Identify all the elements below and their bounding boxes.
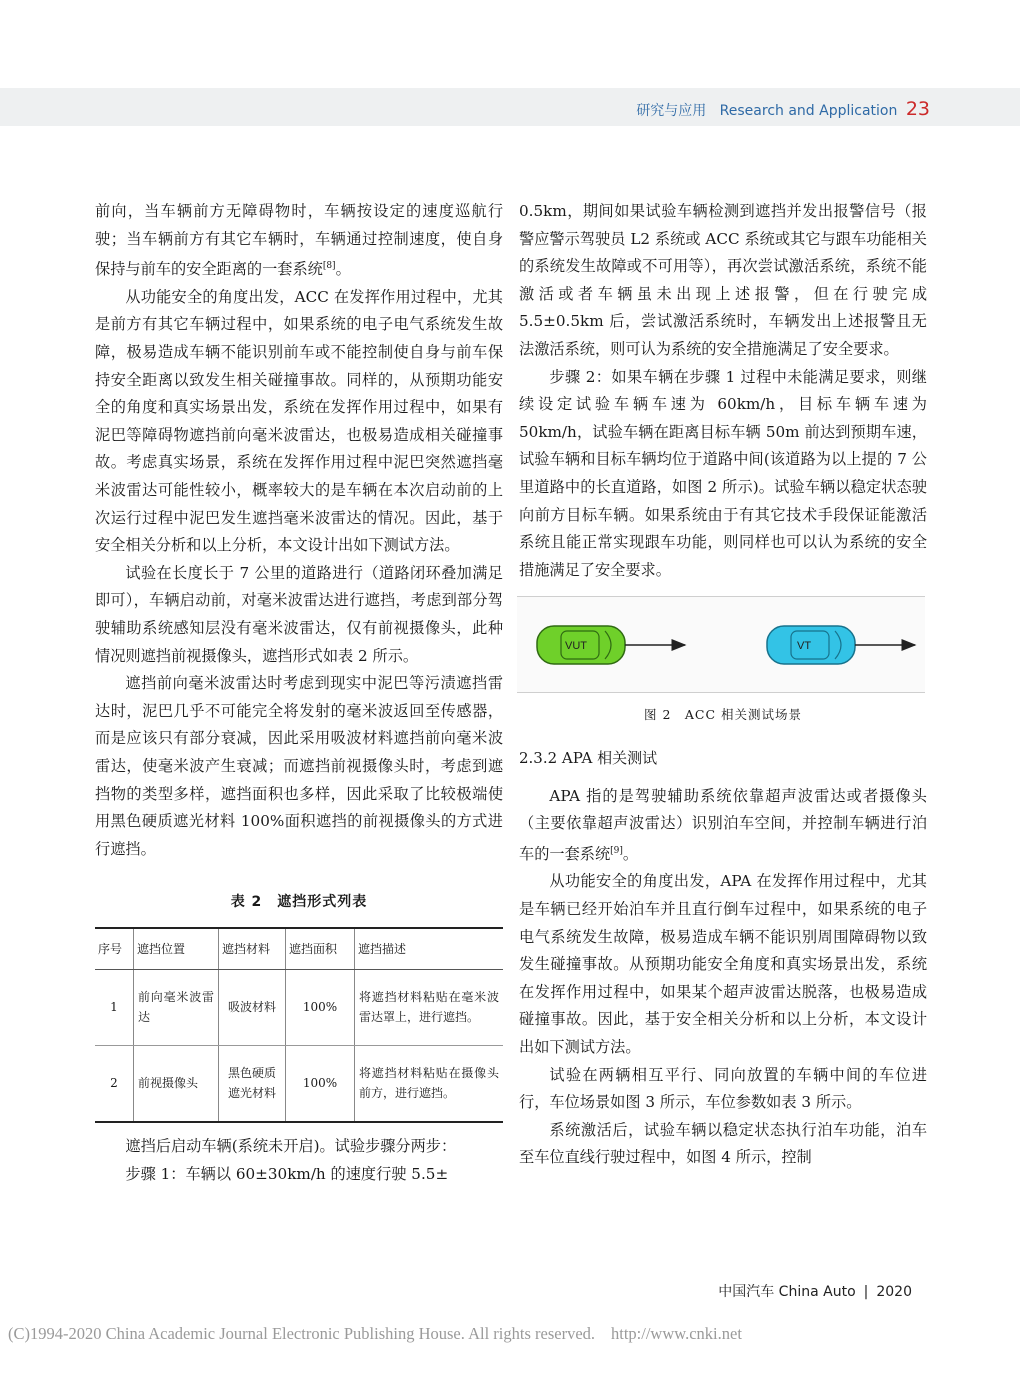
paragraph: APA 指的是驾驶辅助系统依靠超声波雷达或者摄像头（主要依靠超声波雷达）识别泊车空间，并控制车辆进行泊车的一套系统[9]。 [519,786,927,863]
cnki-link[interactable]: http://www.cnki.net [611,1324,742,1343]
table-cell: 吸波材料 [219,969,286,1045]
subsection-heading: 2.3.2 APA 相关测试 [519,748,658,767]
vt-car-icon [767,626,855,664]
table-cell: 将遮挡材料粘贴在摄像头前方，进行遮挡。 [355,1045,504,1122]
copyright-text: (C)1994-2020 China Academic Journal Electronic Publishing House. All rights reserved. [8,1324,596,1343]
occlusion-table [95,927,503,1123]
table-header: 遮挡描述 [355,928,504,970]
paragraph: 遮挡后启动车辆(系统未开启)。试验步骤分两步： [125,1136,457,1155]
vt-label: VT [797,640,812,653]
paragraph: 步骤 1：车辆以 60±30km/h 的速度行驶 5.5± [125,1164,449,1183]
footer-separator: | [863,1284,869,1300]
table-header: 遮挡位置 [134,928,219,970]
table-header: 遮挡材料 [219,928,286,970]
paragraph: 试验在两辆相互平行、同向放置的车辆中间的车位进行，车位场景如图 3 所示，车位参数如表 3 所示。 [519,1065,927,1112]
running-head [636,98,930,120]
right-column [519,198,927,1172]
paragraph: 试验在长度长于 7 公里的道路进行（道路闭环叠加满足即可），车辆启动前，对毫米波雷达进行遮挡，考虑到部分驾驶辅助系统感知层没有毫米波雷达，仅有前视摄像头，此种情况则遮挡前视摄像头，遮挡形式如表 2 所示。 [95,563,503,665]
table-cell: 100% [286,1045,355,1122]
table-cell: 100% [286,969,355,1045]
page-footer [718,1281,912,1301]
table-cell: 2 [95,1045,134,1122]
table-header: 遮挡面积 [286,928,355,970]
table-caption: 表 2 遮挡形式列表 [230,894,368,911]
section-title-cn: 研究与应用 [636,103,707,119]
vut-label: VUT [565,640,587,653]
table-header: 序号 [95,928,134,970]
figure-caption: 图 2 ACC 相关测试场景 [643,707,803,723]
table-row [95,1045,503,1122]
paragraph: 步骤 2：如果车辆在步骤 1 过程中未能满足要求，则继续设定试验车辆车速为 60km/h，目标车辆车速为 50km/h，试验车辆在距离目标车辆 50m 前达到预期车速，试验车辆和目标车辆均位于道路中间(该道路为以上提的 7 公里道路中的长直道路，如图 2 所示)。试验车辆以稳定状态驶向前方目标车辆。如果系统由于有其它技术手段保证能激活系统且能正常实现跟车功能，则同样也可以认为系统的安全措施满足了安全要求。 [519,367,927,579]
page-number: 23 [905,98,930,120]
citation-ref: [9] [610,845,623,856]
journal-name: 中国汽车 China Auto [718,1284,856,1300]
paragraph: 0.5km，期间如果试验车辆检测到遮挡并发出报警信号（报警应警示驾驶员 L2 系统或 ACC 系统或其它与跟车功能相关的系统发生故障或不可用等），再次尝试激活系统，系统不能激活或者车辆虽未出现上述报警，但在行驶完成 5.5±0.5km 后，尝试激活系统时，车辆发出上述报警且无法激活系统，则可认为系统的安全措施满足了安全要求。 [519,202,927,358]
section-title-en: Research and Application [719,103,898,119]
table-cell: 前向毫米波雷达 [134,969,219,1045]
journal-year: 2020 [876,1284,912,1300]
left-column [95,198,503,1188]
paragraph: 系统激活后，试验车辆以稳定状态执行泊车功能，泊车至车位直线行驶过程中，如图 4 所示，控制 [519,1120,927,1167]
acc-test-scene-figure [517,596,925,693]
citation-ref: [8] [322,261,336,272]
vut-car-icon [537,626,625,664]
table-row [95,969,503,1045]
road-scene-diagram [517,597,925,692]
table-cell: 黑色硬质遮光材料 [219,1045,286,1122]
copyright-notice [8,1324,1018,1344]
table-cell: 前视摄像头 [134,1045,219,1122]
table-cell: 1 [95,969,134,1045]
paragraph: 遮挡前向毫米波雷达时考虑到现实中泥巴等污渍遮挡雷达时，泥巴几乎不可能完全将发射的毫米波返回至传感器，而是应该只有部分衰减，因此采用吸波材料遮挡前向毫米波雷达，使毫米波产生衰减；而遮挡前视摄像头时，考虑到遮挡物的类型多样，遮挡面积也多样，因此采取了比较极端使用黑色硬质遮光材料 100%面积遮挡的前视摄像头的方式进行遮挡。 [95,674,503,858]
table-cell: 将遮挡材料粘贴在毫米波雷达罩上，进行遮挡。 [355,969,504,1045]
paragraph: 从功能安全的角度出发，APA 在发挥作用过程中，尤其是车辆已经开始泊车并且直行倒车过程中，如果系统的电子电气系统发生故障，极易造成车辆不能识别周围障碍物以致发生碰撞事故。从预期功能安全角度和真实场景出发，系统在发挥作用过程中，如果某个超声波雷达脱落，也极易造成碰撞事故。因此，基于安全相关分析和以上分析，本文设计出如下测试方法。 [519,872,927,1056]
paragraph: 前向，当车辆前方无障碍物时，车辆按设定的速度巡航行驶；当车辆前方有其它车辆时，车辆通过控制速度，使自身保持与前车的安全距离的一套系统[8]。 [95,202,503,279]
paragraph: 从功能安全的角度出发，ACC 在发挥作用过程中，尤其是前方有其它车辆过程中，如果系统的电子电气系统发生故障，极易造成车辆不能识别前车或不能控制使自身与前车保持安全距离以致发生相关碰撞事故。同样的，从预期功能安全的角度和真实场景出发，系统在发挥作用过程中，如果有泥巴等障碍物遮挡前向毫米波雷达，也极易造成相关碰撞事故。考虑真实场景，系统在发挥作用过程中泥巴突然遮挡毫米波雷达可能性较小，概率较大的是车辆在本次启动前的上次运行过程中泥巴发生遮挡毫米波雷达的情况。因此，基于安全相关分析和以上分析，本文设计出如下测试方法。 [95,287,503,555]
table-header-row [95,928,503,970]
